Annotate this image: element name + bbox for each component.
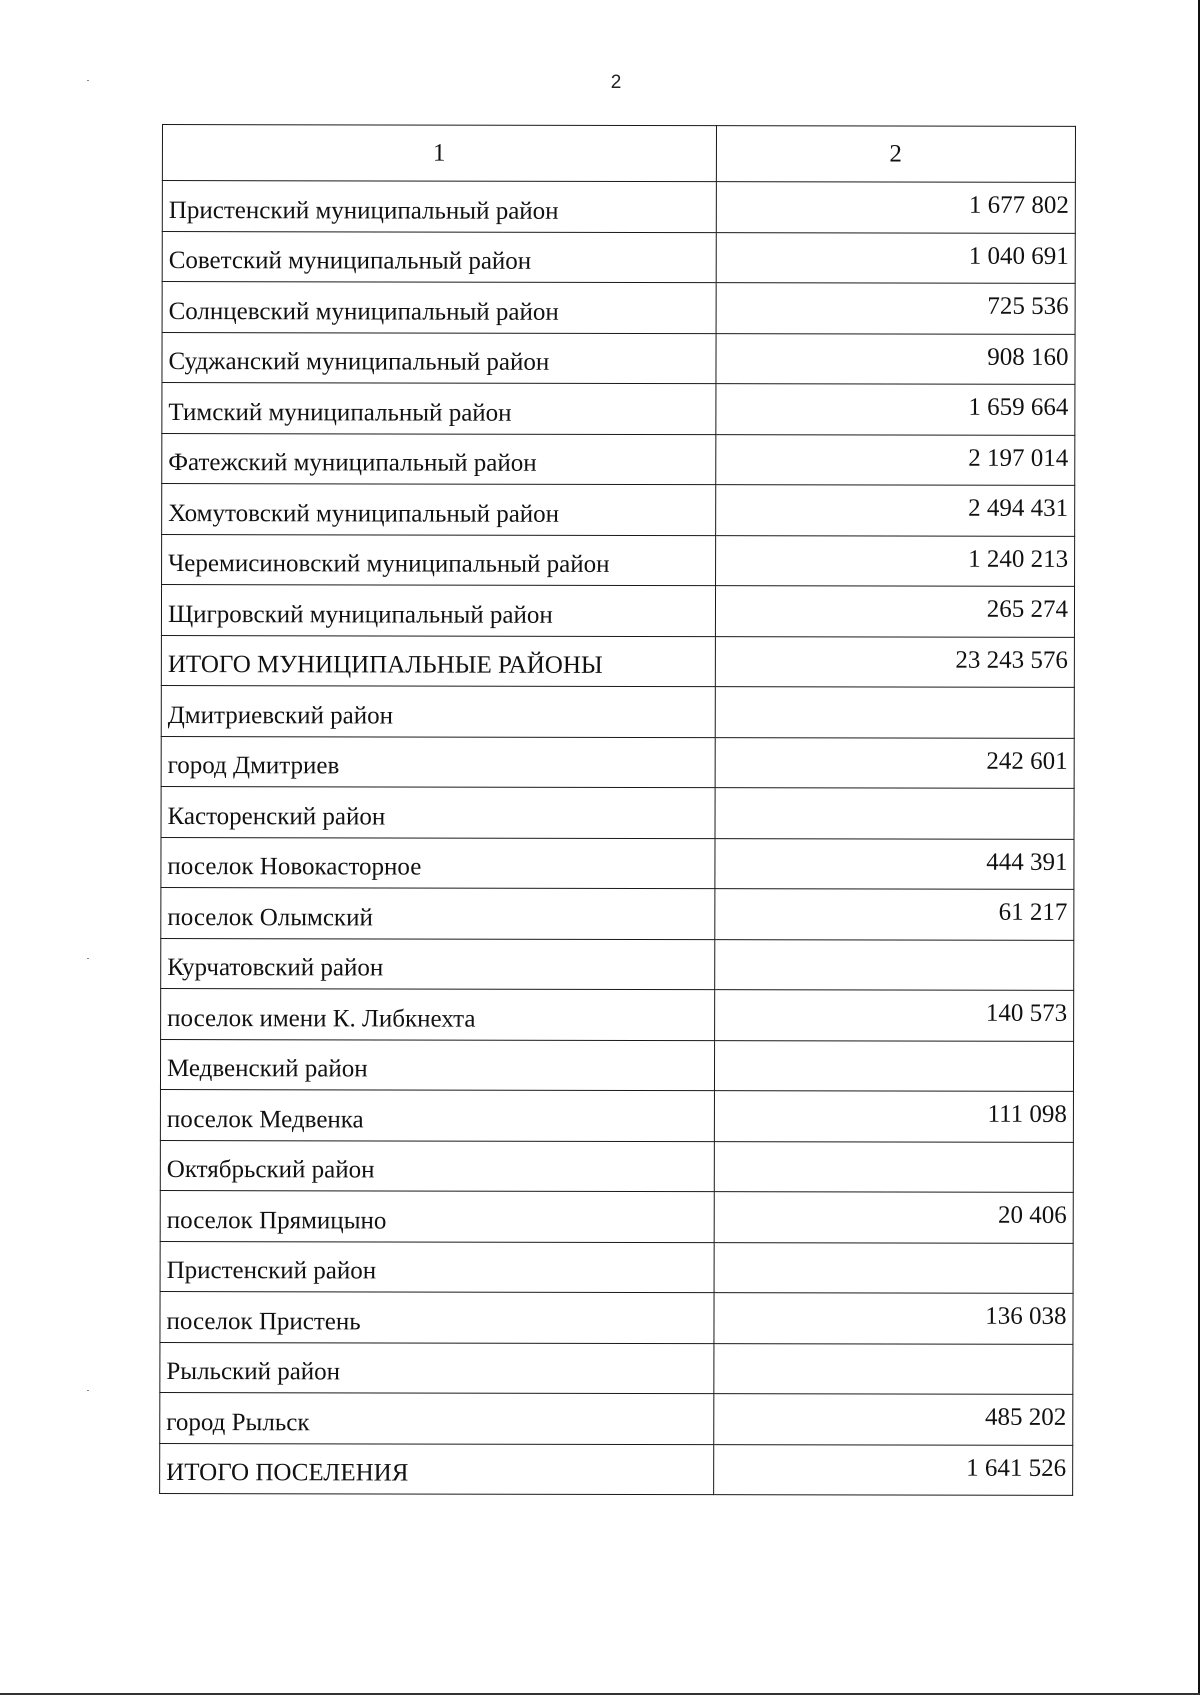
row-value xyxy=(714,1141,1074,1192)
row-value: 111 098 xyxy=(714,1091,1074,1142)
row-name: Щигровский муниципальный район xyxy=(161,585,715,637)
table-row xyxy=(160,1039,1073,1091)
table-header-row xyxy=(162,125,1075,183)
row-name: поселок Прямицыно xyxy=(160,1190,714,1242)
row-value: 725 536 xyxy=(716,283,1076,334)
row-value: 1 641 526 xyxy=(713,1444,1073,1495)
column-header-2: 2 xyxy=(716,126,1076,183)
row-value: 2 494 431 xyxy=(715,485,1075,536)
table-row xyxy=(160,1392,1073,1444)
row-value xyxy=(715,788,1075,839)
row-value xyxy=(715,687,1075,738)
row-value: 1 240 213 xyxy=(715,535,1075,586)
table-row xyxy=(162,534,1075,586)
row-name: город Рыльск xyxy=(160,1392,714,1444)
row-value xyxy=(714,1242,1074,1293)
row-name: Советский муниципальный район xyxy=(162,231,716,283)
row-name: Хомутовский муниципальный район xyxy=(162,484,716,536)
row-name: Черемисиновский муниципальный район xyxy=(162,534,716,586)
row-value: 2 197 014 xyxy=(715,434,1075,485)
row-value: 265 274 xyxy=(715,586,1075,637)
table-row xyxy=(162,484,1075,536)
table-row xyxy=(161,988,1074,1040)
table-row xyxy=(160,1443,1073,1495)
table-body xyxy=(160,125,1076,1496)
row-value: 140 573 xyxy=(714,990,1074,1041)
table-row xyxy=(161,887,1074,939)
table-row xyxy=(162,181,1075,233)
row-value: 1 677 802 xyxy=(716,182,1076,233)
row-name: Пристенский муниципальный район xyxy=(162,181,716,233)
table-row xyxy=(161,736,1074,788)
row-value xyxy=(714,1040,1074,1091)
row-name: Рыльский район xyxy=(160,1342,714,1394)
row-name: поселок Олымский xyxy=(161,887,715,939)
table-row xyxy=(161,635,1074,687)
row-value: 1 659 664 xyxy=(715,384,1075,435)
table-row xyxy=(161,786,1074,838)
budget-table xyxy=(159,124,1076,1496)
row-name: Октябрьский район xyxy=(160,1140,714,1192)
row-name: Солнцевский муниципальный район xyxy=(162,282,716,334)
row-value: 61 217 xyxy=(714,889,1074,940)
row-value: 485 202 xyxy=(713,1394,1073,1445)
row-name: ИТОГО ПОСЕЛЕНИЯ xyxy=(160,1443,714,1495)
table-row xyxy=(162,332,1075,384)
row-name: Фатежский муниципальный район xyxy=(162,433,716,485)
table-row xyxy=(161,837,1074,889)
table-row xyxy=(160,1140,1073,1192)
row-name: поселок Пристень xyxy=(160,1291,714,1343)
page-number: 2 xyxy=(610,72,622,93)
row-name: поселок имени К. Либкнехта xyxy=(161,988,715,1040)
row-value: 908 160 xyxy=(715,333,1075,384)
row-value: 136 038 xyxy=(713,1293,1073,1344)
row-value: 444 391 xyxy=(714,838,1074,889)
row-name: Дмитриевский район xyxy=(161,685,715,737)
table-row xyxy=(160,1291,1073,1343)
row-value: 20 406 xyxy=(714,1192,1074,1243)
table-row xyxy=(160,1190,1073,1242)
row-name: Пристенский район xyxy=(160,1241,714,1293)
row-value: 23 243 576 xyxy=(715,636,1075,687)
row-name: Касторенский район xyxy=(161,786,715,838)
table-row xyxy=(162,231,1075,283)
row-value: 1 040 691 xyxy=(716,232,1076,283)
row-name: Медвенский район xyxy=(160,1039,714,1091)
scan-mark xyxy=(87,80,89,81)
row-name: Суджанский муниципальный район xyxy=(162,332,716,384)
row-name: Курчатовский район xyxy=(161,938,715,990)
table-row xyxy=(160,1342,1073,1394)
scan-mark xyxy=(87,1390,89,1391)
table-row xyxy=(160,1089,1073,1141)
scan-mark xyxy=(87,958,89,959)
row-name: Тимский муниципальный район xyxy=(162,383,716,435)
table-row xyxy=(162,282,1075,334)
table-row xyxy=(162,383,1075,435)
table-row xyxy=(161,685,1074,737)
table-row xyxy=(161,938,1074,990)
column-header-1: 1 xyxy=(162,125,716,182)
row-name: поселок Новокасторное xyxy=(161,837,715,889)
row-value: 242 601 xyxy=(715,737,1075,788)
row-name: поселок Медвенка xyxy=(160,1089,714,1141)
table-row xyxy=(160,1241,1073,1293)
row-value xyxy=(714,939,1074,990)
row-name: город Дмитриев xyxy=(161,736,715,788)
table-row xyxy=(161,585,1074,637)
row-name: ИТОГО МУНИЦИПАЛЬНЫЕ РАЙОНЫ xyxy=(161,635,715,687)
row-value xyxy=(713,1343,1073,1394)
table-row xyxy=(162,433,1075,485)
